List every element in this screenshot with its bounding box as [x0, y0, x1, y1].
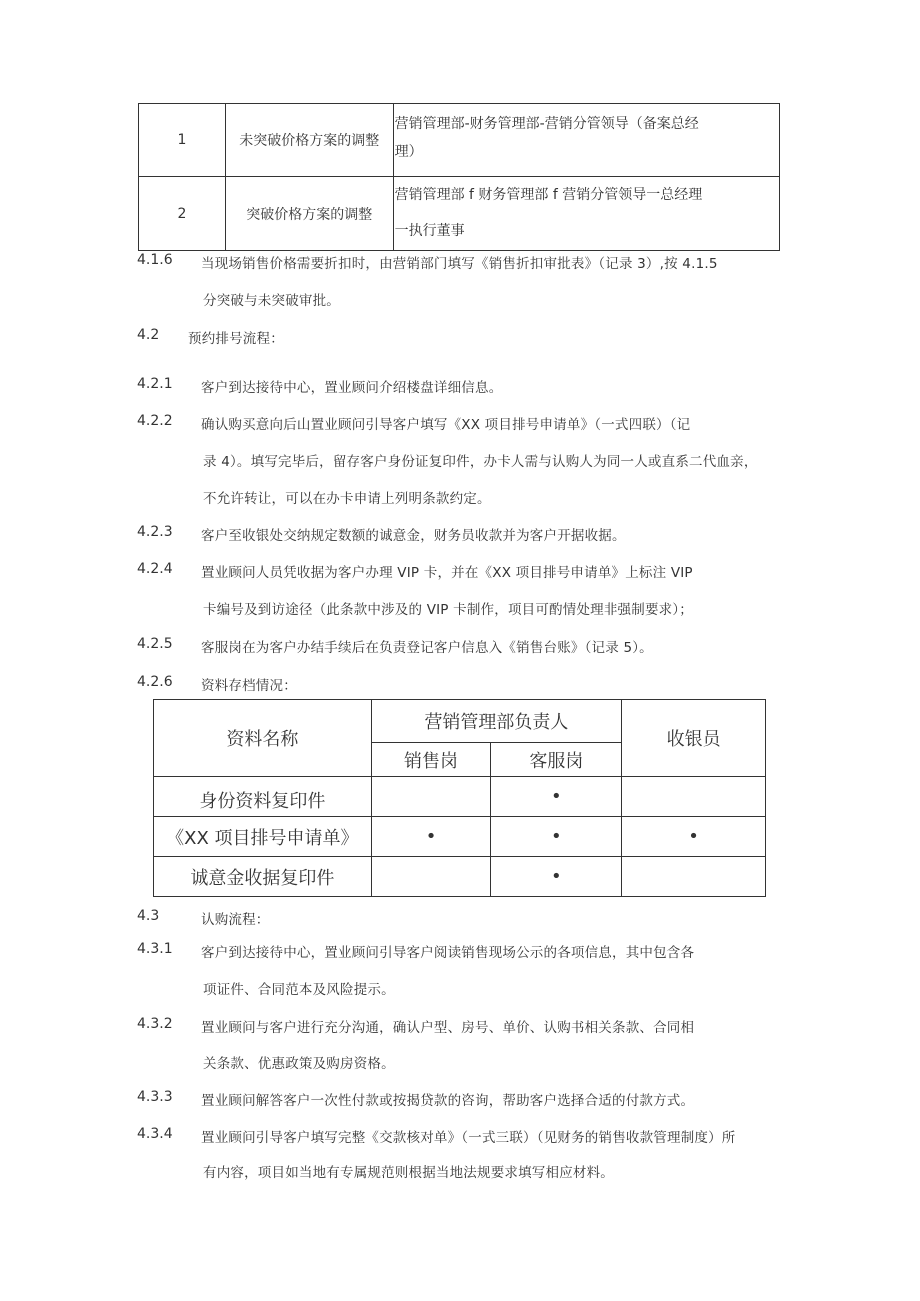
section-title: 预约排号流程：: [188, 331, 284, 347]
cashier-mark: [622, 777, 766, 817]
sales-mark: [371, 857, 491, 897]
paragraph-line: 项证件、合同范本及风险提示。: [203, 982, 395, 998]
sales-mark: •: [371, 817, 491, 857]
paragraph-line: 置业顾问引导客户填写完整《交款核对单》（一式三联）（见财务的销售收款管理制度）所: [201, 1130, 736, 1146]
section-number: 4.3.3: [137, 1089, 173, 1105]
table-row: [154, 857, 766, 897]
service-mark: •: [491, 817, 622, 857]
row-number: 1: [139, 104, 226, 177]
section-number: 4.1.6: [137, 252, 173, 268]
material-name: 《XX 项目排号申请单》: [154, 817, 372, 857]
paragraph-line: 关条款、优惠政策及购房资格。: [203, 1056, 395, 1072]
service-mark: •: [491, 857, 622, 897]
section-number: 4.3.4: [137, 1126, 173, 1142]
table-row: [139, 104, 780, 177]
approval-flow-line: 营销管理部 f 财务管理部 f 营销分管领导一总经理: [394, 187, 703, 203]
approval-flow-line: 一执行董事: [394, 223, 465, 239]
paragraph-line: 卡编号及到访途径（此条款中涉及的 VIP 卡制作，项目可酌情处理非强制要求）；: [203, 602, 693, 618]
approval-table: [138, 103, 780, 251]
material-name: 诚意金收据复印件: [154, 857, 372, 897]
adjustment-type: 突破价格方案的调整: [225, 177, 393, 251]
section-number: 4.2.5: [137, 636, 173, 652]
paragraph-line: 资料存档情况：: [201, 678, 297, 694]
table-row: [154, 817, 766, 857]
approval-flow-line: 营销管理部-财务管理部-营销分管领导（备案总经: [394, 116, 699, 132]
paragraph-line: 不允许转让，可以在办卡申请上列明条款约定。: [203, 491, 491, 507]
paragraph-line: 客户到达接待中心，置业顾问引导客户阅读销售现场公示的各项信息，其中包含各: [201, 945, 695, 961]
paragraph-line: 有内容，项目如当地有专属规范则根据当地法规要求填写相应材料。: [203, 1165, 614, 1181]
archive-table: [153, 699, 766, 897]
row-number: 2: [139, 177, 226, 251]
paragraph-line: 置业顾问解答客户一次性付款或按揭贷款的咨询，帮助客户选择合适的付款方式。: [201, 1093, 695, 1109]
section-number: 4.3: [137, 908, 160, 924]
paragraph-line: 置业顾问人员凭收据为客户办理 VIP 卡，并在《XX 项目排号申请单》上标注 VIP: [201, 565, 693, 581]
approval-flow-line: 理）: [394, 144, 423, 160]
section-number: 4.2.2: [137, 413, 173, 429]
cashier-mark: [622, 857, 766, 897]
paragraph-line: 确认购买意向后山置业顾问引导客户填写《XX 项目排号申请单》（一式四联）（记: [201, 417, 691, 433]
paragraph-line: 客服岗在为客户办结手续后在负责登记客户信息入《销售台账》（记录 5）。: [201, 640, 653, 656]
approval-flow: [393, 104, 779, 177]
section-number: 4.2.4: [137, 561, 173, 577]
header-sales: 销售岗: [371, 743, 491, 777]
section-number: 4.3.2: [137, 1016, 173, 1032]
section-number: 4.3.1: [137, 941, 173, 957]
paragraph-line: 客户至收银处交纳规定数额的诚意金，财务员收款并为客户开据收据。: [201, 528, 626, 544]
section-title: 认购流程：: [201, 912, 270, 928]
header-dept-head: 营销管理部负责人: [371, 700, 622, 743]
table-header-row: [154, 700, 766, 743]
table-row: [139, 177, 780, 251]
paragraph-line: 当现场销售价格需要折扣时，由营销部门填写《销售折扣审批表》（记录 3）,按 4.1.5: [201, 256, 718, 272]
section-number: 4.2.1: [137, 376, 173, 392]
paragraph-line: 客户到达接待中心，置业顾问介绍楼盘详细信息。: [201, 380, 503, 396]
approval-flow: [393, 177, 779, 251]
header-material-name: 资料名称: [154, 700, 372, 777]
paragraph-line: 录 4）。填写完毕后，留存客户身份证复印件，办卡人需与认购人为同一人或直系二代血亲，: [203, 454, 758, 470]
cashier-mark: •: [622, 817, 766, 857]
service-mark: •: [491, 777, 622, 817]
table-row: [154, 777, 766, 817]
paragraph-line: 置业顾问与客户进行充分沟通，确认户型、房号、单价、认购书相关条款、合同相: [201, 1020, 695, 1036]
material-name: 身份资料复印件: [154, 777, 372, 817]
header-service: 客服岗: [491, 743, 622, 777]
sales-mark: [371, 777, 491, 817]
section-number: 4.2.3: [137, 524, 173, 540]
section-number: 4.2: [137, 327, 160, 343]
header-cashier: 收银员: [622, 700, 766, 777]
section-number: 4.2.6: [137, 674, 173, 690]
paragraph-line: 分突破与未突破审批。: [203, 293, 340, 309]
adjustment-type: 未突破价格方案的调整: [225, 104, 393, 177]
